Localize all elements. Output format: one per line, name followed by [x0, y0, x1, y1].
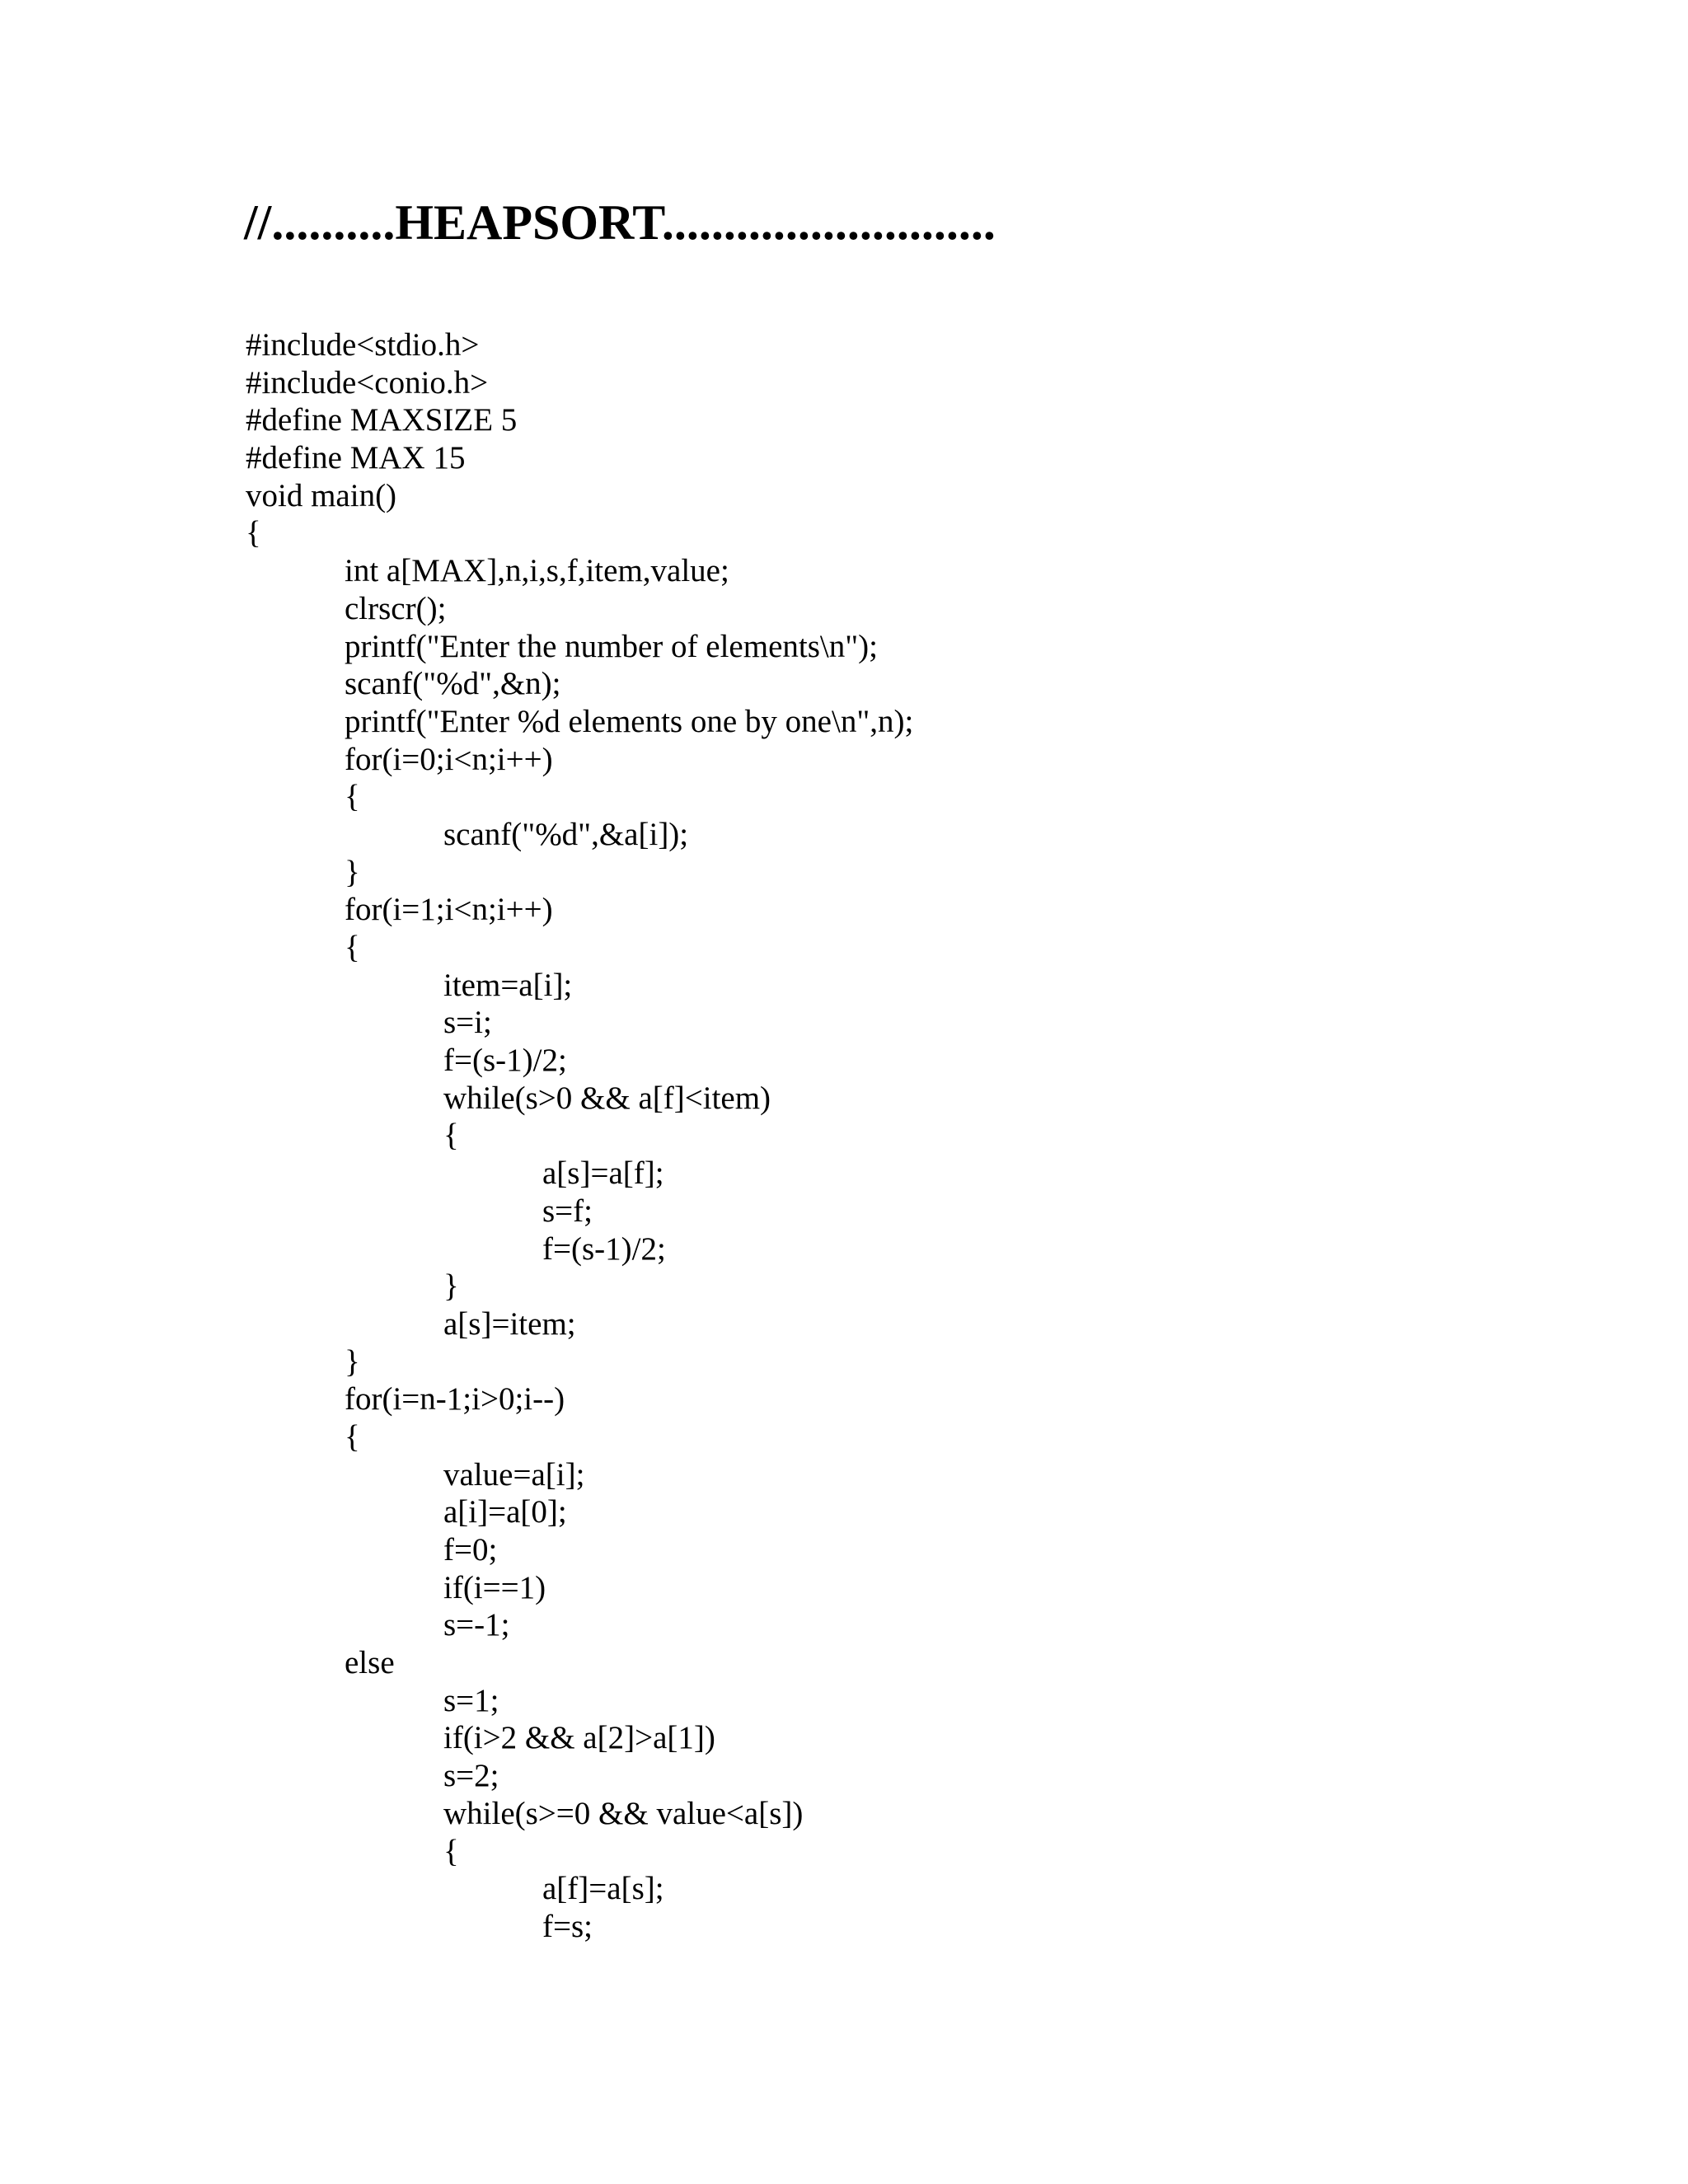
code-line: { [345, 779, 360, 815]
code-line: printf("Enter the number of elements\n"); [345, 628, 878, 664]
code-line: { [345, 1418, 360, 1455]
code-line: } [345, 1343, 360, 1380]
code-line: f=(s-1)/2; [542, 1230, 666, 1267]
code-line: void main() [246, 477, 397, 513]
code-line: int a[MAX],n,i,s,f,item,value; [345, 553, 729, 589]
code-line: printf("Enter %d elements one by one\n",n); [345, 703, 914, 739]
code-line: while(s>0 && a[f]<item) [443, 1080, 771, 1116]
code-line: f=(s-1)/2; [443, 1043, 567, 1079]
code-line: item=a[i]; [443, 967, 573, 1003]
code-line: } [345, 854, 360, 890]
code-line: a[s]=item; [443, 1305, 576, 1342]
code-line: #include<stdio.h> [246, 327, 480, 363]
code-line: else [345, 1645, 395, 1681]
code-line: s=2; [443, 1758, 499, 1794]
code-line: { [345, 930, 360, 965]
code-line: a[i]=a[0]; [443, 1494, 567, 1530]
code-line: for(i=n-1;i>0;i--) [345, 1381, 565, 1418]
code-line: { [443, 1118, 459, 1154]
code-line: clrscr(); [345, 590, 447, 626]
code-line: scanf("%d",&n); [345, 666, 561, 702]
code-line: #include<conio.h> [246, 364, 489, 401]
code-line: value=a[i]; [443, 1456, 585, 1493]
code-line: f=s; [542, 1908, 593, 1944]
code-line: if(i>2 && a[2]>a[1]) [443, 1720, 715, 1756]
code-line: f=0; [443, 1532, 498, 1568]
code-line: if(i==1) [443, 1569, 546, 1605]
code-line: } [443, 1268, 459, 1305]
code-line: for(i=0;i<n;i++) [345, 741, 553, 777]
code-line: s=1; [443, 1682, 499, 1718]
code-line: { [246, 515, 261, 551]
code-line: #define MAXSIZE 5 [246, 402, 518, 438]
document-title: //..........HEAPSORT........................... [244, 195, 996, 250]
code-line: scanf("%d",&a[i]); [443, 816, 689, 852]
code-line: a[f]=a[s]; [542, 1871, 664, 1907]
code-line: s=-1; [443, 1607, 510, 1643]
code-line: #define MAX 15 [246, 440, 466, 476]
code-line: s=f; [542, 1193, 593, 1229]
code-line: for(i=1;i<n;i++) [345, 892, 553, 928]
code-line: a[s]=a[f]; [542, 1155, 664, 1192]
code-line: while(s>=0 && value<a[s]) [443, 1795, 804, 1831]
code-block [246, 326, 913, 1946]
code-line: { [443, 1833, 459, 1869]
code-line: s=i; [443, 1005, 492, 1041]
